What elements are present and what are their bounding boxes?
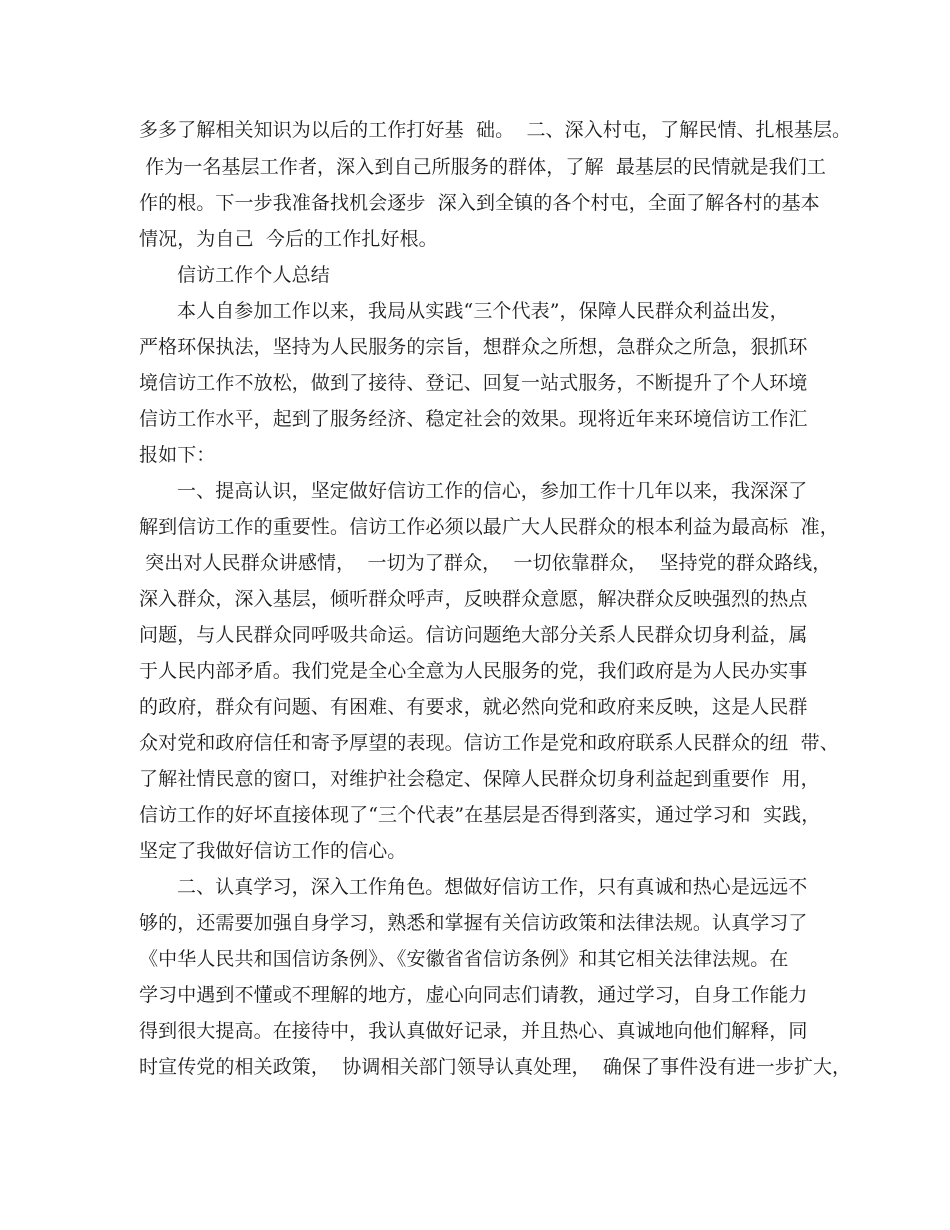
text-line: 学习中遇到不懂或不理解的地方，虚心向同志们请教，通过学习，自身工作能力 <box>139 984 808 1006</box>
text-line: 众对党和政府信任和寄予厚望的表现。信访工作是党和政府联系人民群众的纽 带、 <box>139 732 839 754</box>
text-line: 情况，为自己 今后的工作扎好根。 <box>139 228 438 250</box>
text-line: 本人自参加工作以来，我局从实践“三个代表”，保障人民群众利益出发， <box>177 300 789 322</box>
text-line: 时宣传党的相关政策， 协调相关部门领导认真处理， 确保了事件没有进一步扩大， <box>139 1056 852 1078</box>
text-line: 够的，还需要加强自身学习，熟悉和掌握有关信访政策和法律法规。认真学习了 <box>139 912 808 934</box>
text-line: 深入群众，深入基层，倾听群众呼声，反映群众意愿，解决群众反映强烈的热点 <box>139 588 808 610</box>
text-line: 严格环保执法，坚持为人民服务的宗旨，想群众之所想，急群众之所急，狠抓环 <box>139 336 808 358</box>
text-line: 了解社情民意的窗口，对维护社会稳定、保障人民群众切身利益起到重要作 用， <box>139 768 820 790</box>
text-line: 二、认真学习，深入工作角色。想做好信访工作，只有真诚和热心是远远不 <box>177 876 808 898</box>
text-line: 信访工作的好坏直接体现了“三个代表”在基层是否得到落实，通过学习和 实践， <box>139 804 821 826</box>
text-line: 一、提高认识，坚定做好信访工作的信心，参加工作十几年以来，我深深了 <box>177 480 808 502</box>
text-line: 解到信访工作的重要性。信访工作必须以最广大人民群众的根本利益为最高标 准， <box>139 516 839 538</box>
text-line: 坚定了我做好信访工作的信心。 <box>139 840 407 862</box>
text-line: 报如下： <box>139 444 216 466</box>
text-line: 多多了解相关知识为以后的工作打好基 础。 二、深入村屯，了解民情、扎根基层。 <box>139 119 852 141</box>
text-line: 的政府，群众有问题、有困难、有要求，就必然向党和政府来反映，这是人民群 <box>139 696 808 718</box>
text-line: 得到很大提高。在接待中，我认真做好记录，并且热心、真诚地向他们解释，同 <box>139 1020 808 1042</box>
text-line: 于人民内部矛盾。我们党是全心全意为人民服务的党，我们政府是为人民办实事 <box>139 660 808 682</box>
text-line: 作为一名基层工作者，深入到自己所服务的群体，了解 最基层的民情就是我们工 <box>139 156 826 178</box>
text-line: 信访工作水平，起到了服务经济、稳定社会的效果。现将近年来环境信访工作汇 <box>139 408 808 430</box>
section-heading: 信访工作个人总结 <box>177 264 330 286</box>
text-line: 问题，与人民群众同呼吸共命运。信访问题绝大部分关系人民群众切身利益，属 <box>139 624 808 646</box>
text-line: 境信访工作不放松，做到了接待、登记、回复一站式服务，不断提升了个人环境 <box>139 372 808 394</box>
text-line: 作的根。下一步我准备找机会逐步 深入到全镇的各个村屯，全面了解各村的基本 <box>139 192 820 214</box>
text-line: 突出对人民群众讲感情， 一切为了群众， 一切依靠群众， 坚持党的群众路线， <box>139 552 832 574</box>
text-line: 《中华人民共和国信访条例》、《安徽省省信访条例》和其它相关法律法规。在 <box>139 948 789 970</box>
